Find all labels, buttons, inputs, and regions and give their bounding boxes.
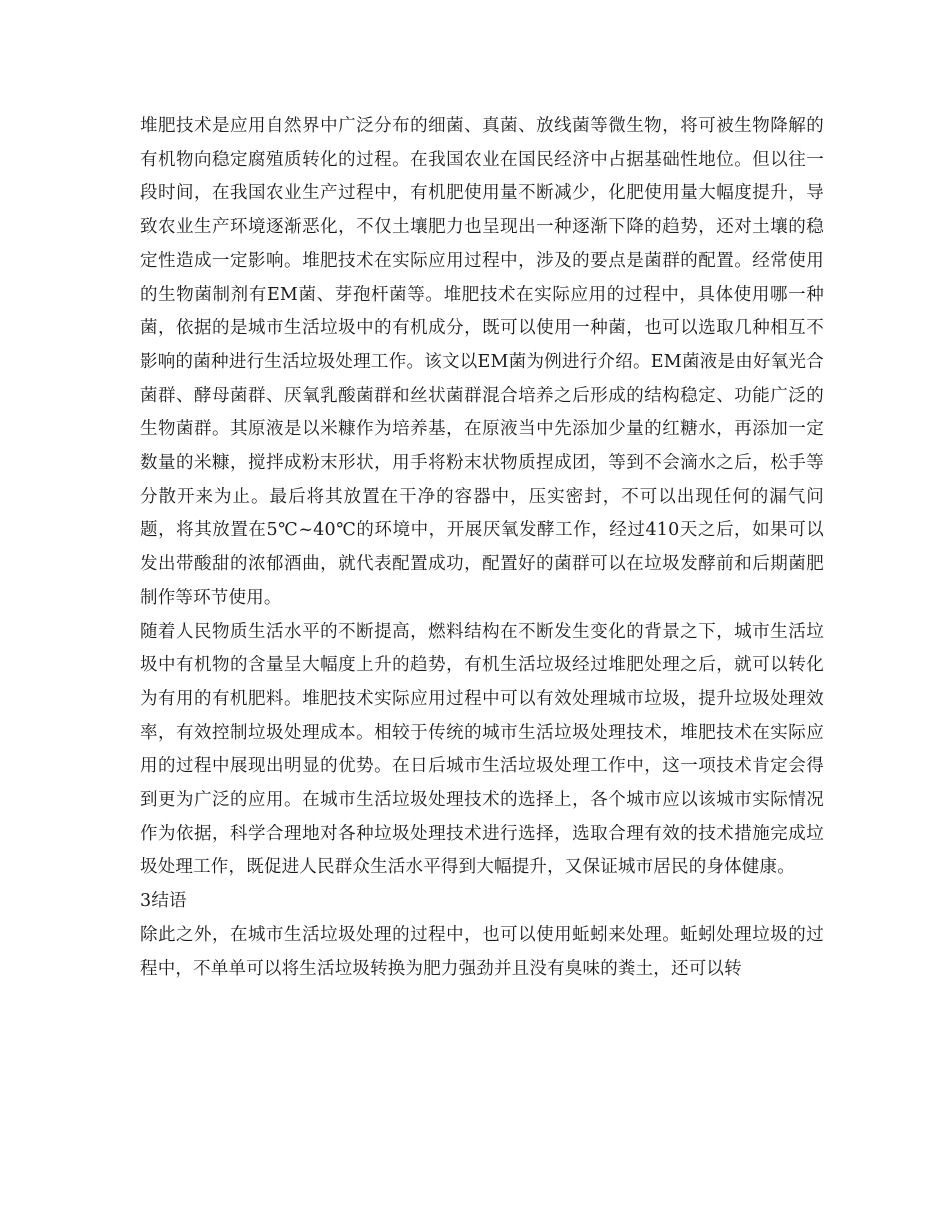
document-page: [140, 110, 824, 986]
paragraph-earthworm-processing: 除此之外，在城市生活垃圾处理的过程中，也可以使用蚯蚓来处理。蚯蚓处理垃圾的过程中，不单单可以将生活垃圾转换为肥力强劲并且没有臭味的粪土，还可以转: [140, 924, 824, 979]
paragraph-compost-technology: 堆肥技术是应用自然界中广泛分布的细菌、真菌、放线菌等微生物，将可被生物降解的有机物向稳定腐殖质转化的过程。在我国农业在国民经济中占据基础性地位。但以往一段时间，在我国农业生产过程中，有机肥使用量不断减少，化肥使用量大幅度提升，导致农业生产环境逐渐恶化，不仅土壤肥力也呈现出一种逐渐下降的趋势，还对土壤的稳定性造成一定影响。堆肥技术在实际应用过程中，涉及的要点是菌群的配置。经常使用的生物菌制剂有EM菌、芽孢杆菌等。堆肥技术在实际应用的过程中，具体使用哪一种菌，依据的是城市生活垃圾中的有机成分，既可以使用一种菌，也可以选取几种相互不影响的菌种进行生活垃圾处理工作。该文以EM菌为例进行介绍。EM菌液是由好氧光合菌群、酵母菌群、厌氧乳酸菌群和丝状菌群混合培养之后形成的结构稳定、功能广泛的生物菌群。其原液是以米糠作为培养基，在原液当中先添加少量的红糖水，再添加一定数量的米糠，搅拌成粉末形状，用手将粉末状物质捏成团，等到不会滴水之后，松手等分散开来为止。最后将其放置在干净的容器中，压实密封，不可以出现任何的漏气问题，将其放置在5℃~40℃的环境中，开展厌氧发酵工作，经过410天之后，如果可以发出带酸甜的浓郁酒曲，就代表配置成功，配置好的菌群可以在垃圾发酵前和后期菌肥制作等环节使用。: [140, 116, 824, 608]
section-heading-conclusion: 3结语: [140, 891, 187, 912]
paragraph-urban-waste-trend: 随着人民物质生活水平的不断提高，燃料结构在不断发生变化的背景之下，城市生活垃圾中有机物的含量呈大幅度上升的趋势，有机生活垃圾经过堆肥处理之后，就可以转化为有用的有机肥料。堆肥技术实际应用过程中可以有效处理城市垃圾，提升垃圾处理效率，有效控制垃圾处理成本。相较于传统的城市生活垃圾处理技术，堆肥技术在实际应用的过程中展现出明显的优势。在日后城市生活垃圾处理工作中，这一项技术肯定会得到更为广泛的应用。在城市生活垃圾处理技术的选择上，各个城市应以该城市实际情况作为依据，科学合理地对各种垃圾处理技术进行选择，选取合理有效的技术措施完成垃圾处理工作，既促进人民群众生活水平得到大幅提升，又保证城市居民的身体健康。: [140, 621, 824, 878]
